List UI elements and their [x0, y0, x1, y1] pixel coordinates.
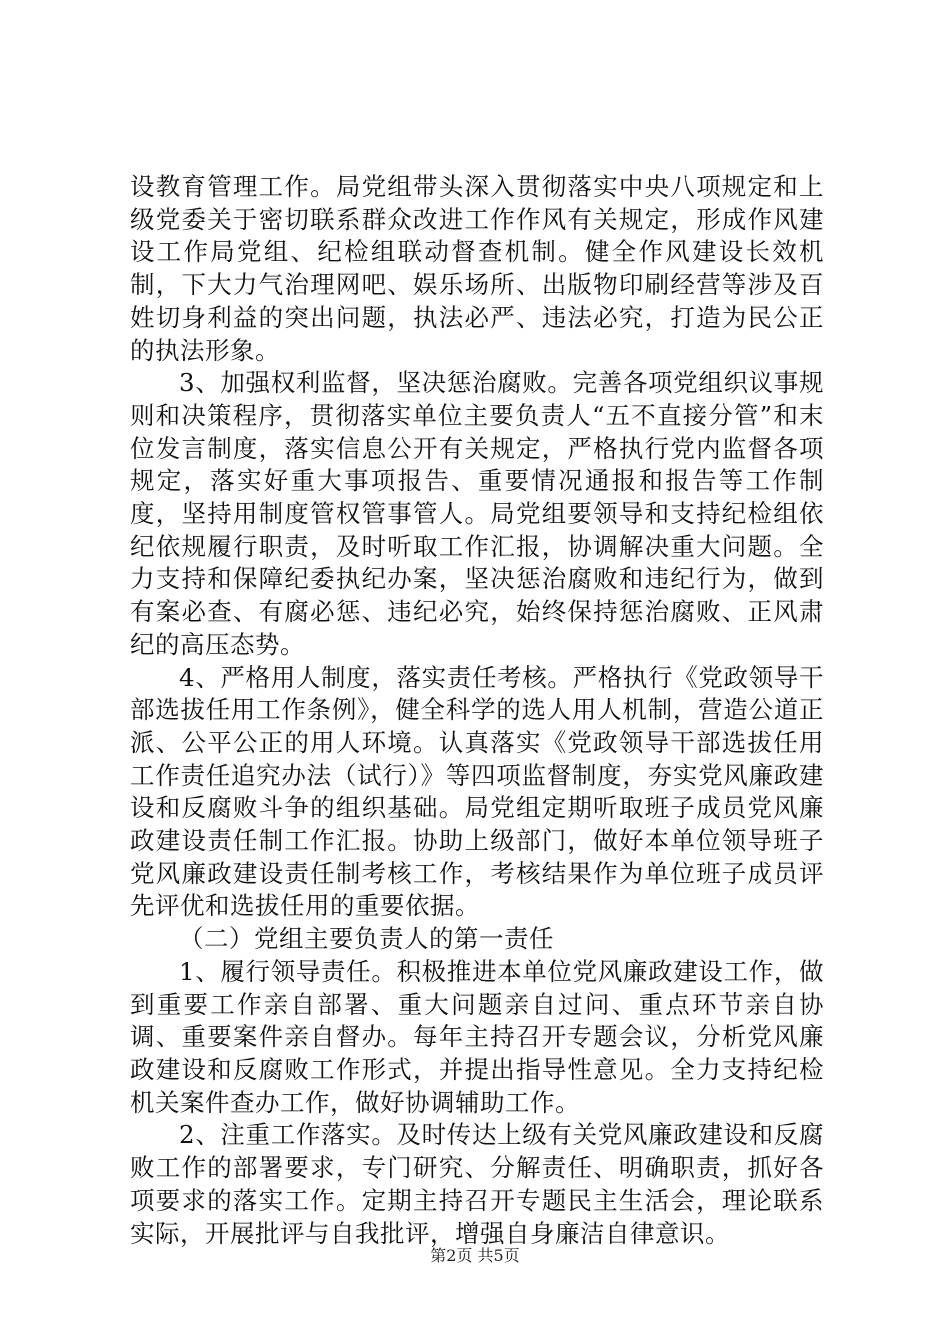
paragraph-item-4-personnel: 4、严格用人制度，落实责任考核。严格执行《党政领导干部选拔任用工作条例》，健全科学的选人用人机制，营造公道正派、公平公正的用人环境。认真落实《党政领导干部选拔任用工作责任追究办法（试行）》等四项监督制度，夯实党风廉政建设和反腐败斗争的组织基础。局党组定期听取班子成员党风廉政建设责任制工作汇报。协助上级部门，做好本单位领导班子党风廉政建设责任制考核工作，考核结果作为单位班子成员评先评优和选拔任用的重要依据。	[130, 662, 824, 921]
paragraph-item-2-implementation: 2、注重工作落实。及时传达上级有关党风廉政建设和反腐败工作的部署要求，专门研究、分解责任、明确职责，抓好各项要求的落实工作。定期主持召开专题民主生活会，理论联系实际，开展批评与自我批评，增强自身廉洁自律意识。	[130, 1120, 824, 1248]
paragraph-item-3-supervision: 3、加强权利监督，坚决惩治腐败。完善各项党组织议事规则和决策程序，贯彻落实单位主要负责人“五不直接分管”和末位发言制度，落实信息公开有关规定，严格执行党内监督各项规定，落实好重大事项报告、重要情况通报和报告等工作制度，坚持用制度管权管事管人。局党组要领导和支持纪检组依纪依规履行职责，及时听取工作汇报，协调解决重大问题。全力支持和保障纪委执纪办案，坚决惩治腐败和违纪行为，做到有案必查、有腐必惩、违纪必究，始终保持惩治腐败、正风肃纪的高压态势。	[130, 368, 824, 659]
paragraph-continuation: 设教育管理工作。局党组带头深入贯彻落实中央八项规定和上级党委关于密切联系群众改进工作作风有关规定，形成作风建设工作局党组、纪检组联动督查机制。健全作风建设长效机制，下大力气治理网吧、娱乐场所、出版物印刷经营等涉及百姓切身利益的突出问题，执法必严、违法必究，打造为民公正的执法形象。	[130, 172, 824, 365]
page-number-footer: 第2页 共5页	[430, 1246, 520, 1265]
paragraph-item-1-leadership: 1、履行领导责任。积极推进本单位党风廉政建设工作，做到重要工作亲自部署、重大问题亲自过问、重点环节亲自协调、重要案件亲自督办。每年主持召开专题会议，分析党风廉政建设和反腐败工作形式，并提出指导性意见。全力支持纪检机关案件查办工作，做好协调辅助工作。	[130, 956, 824, 1117]
document-body	[130, 171, 824, 1250]
section-heading-leader-responsibility: （二）党组主要负责人的第一责任	[179, 924, 554, 954]
